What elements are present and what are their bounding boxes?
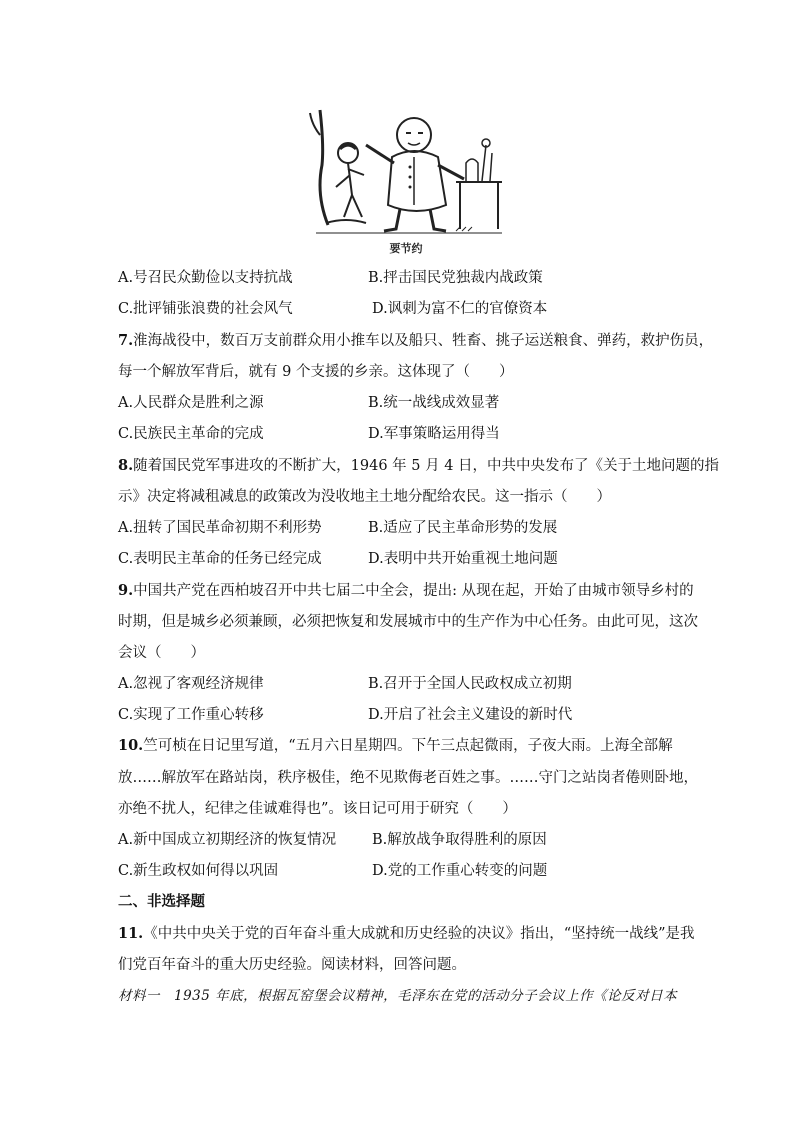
q10-stem-line-2: 放……解放军在路站岗，秩序极佳，绝不见欺侮老百姓之事。……守门之站岗者倦则卧地， bbox=[118, 770, 698, 786]
q9-option-b: B.召开于全国人民政权成立初期 bbox=[368, 676, 572, 692]
q6-option-a: A.号召民众勤俭以支持抗战 bbox=[118, 270, 293, 286]
q9-stem-line-1: 9.中国共产党在西柏坡召开中共七届二中全会，提出: 从现在起，开始了由城市领导乡村的 bbox=[118, 582, 694, 599]
q11-material-1: 材料一 1935 年底，根据瓦窑堡会议精神，毛泽东在党的活动分子会议上作《论反对日本 bbox=[118, 988, 678, 1004]
q8-option-d: D.表明中共开始重视土地问题 bbox=[368, 551, 558, 567]
q8-option-b: B.适应了民主革命形势的发展 bbox=[368, 520, 558, 536]
q9-option-c: C.实现了工作重心转移 bbox=[118, 707, 264, 723]
cartoon-caption: 要节约 bbox=[389, 242, 423, 255]
cartoon-image bbox=[306, 105, 506, 260]
q7-option-c: C.民族民主革命的完成 bbox=[118, 426, 264, 442]
q9-stem-line-2: 时期，但是城乡必须兼顾，必须把恢复和发展城市中的生产作为中心任务。由此可见，这次 bbox=[118, 614, 698, 630]
q6-option-c: C.批评铺张浪费的社会风气 bbox=[118, 301, 293, 317]
q10-option-a: A.新中国成立初期经济的恢复情况 bbox=[118, 832, 337, 848]
q10-option-b: B.解放战争取得胜利的原因 bbox=[372, 832, 547, 848]
q11-stem-line-2: 们党百年奋斗的重大历史经验。阅读材料，回答问题。 bbox=[118, 957, 466, 973]
q7-stem-line-1: 7.淮海战役中，数百万支前群众用小推车以及船只、牲畜、挑子运送粮食、弹药，救护伤员， bbox=[118, 332, 714, 349]
q8-option-c: C.表明民主革命的任务已经完成 bbox=[118, 551, 322, 567]
q8-number: 8. bbox=[118, 457, 134, 474]
q7-option-d: D.军事策略运用得当 bbox=[368, 426, 500, 442]
q10-stem-line-3: 亦绝不扰人，纪律之佳诚难得也”。该日记可用于研究（ ） bbox=[118, 801, 517, 817]
section-title: 二、非选择题 bbox=[118, 893, 205, 910]
q9-option-d: D.开启了社会主义建设的新时代 bbox=[368, 707, 573, 723]
q6-option-b: B.抨击国民党独裁内战政策 bbox=[368, 270, 543, 286]
q10-option-c: C.新生政权如何得以巩固 bbox=[118, 863, 279, 879]
q7-number: 7. bbox=[118, 332, 134, 349]
q8-option-a: A.扭转了国民革命初期不利形势 bbox=[118, 520, 322, 536]
q8-stem-line-2: 示》决定将减租减息的政策改为没收地主土地分配给农民。这一指示（ ） bbox=[118, 489, 611, 505]
q9-number: 9. bbox=[118, 582, 134, 599]
q11-stem-line-1: 11.《中共中央关于党的百年奋斗重大成就和历史经验的决议》指出，“坚持统一战线”是我 bbox=[118, 925, 695, 942]
q10-number: 10. bbox=[118, 737, 144, 754]
q7-option-a: A.人民群众是胜利之源 bbox=[118, 395, 264, 411]
q7-option-b: B.统一战线成效显著 bbox=[368, 395, 500, 411]
q9-option-a: A.忽视了客观经济规律 bbox=[118, 676, 264, 692]
q11-number: 11. bbox=[118, 925, 144, 942]
q10-stem-line-1: 10.竺可桢在日记里写道，“五月六日星期四。下午三点起微雨，子夜大雨。上海全部解 bbox=[118, 737, 673, 754]
q10-option-d: D.党的工作重心转变的问题 bbox=[372, 863, 548, 879]
q9-stem-line-3: 会议（ ） bbox=[118, 645, 205, 661]
q6-option-d: D.讽刺为富不仁的官僚资本 bbox=[372, 301, 548, 317]
q8-stem-line-1: 8.随着国民党军事进攻的不断扩大，1946 年 5 月 4 日，中共中央发布了《关于土地问题的指 bbox=[118, 457, 720, 474]
q7-stem-line-2: 每一个解放军背后，就有 9 个支援的乡亲。这体现了（ ） bbox=[118, 364, 514, 380]
